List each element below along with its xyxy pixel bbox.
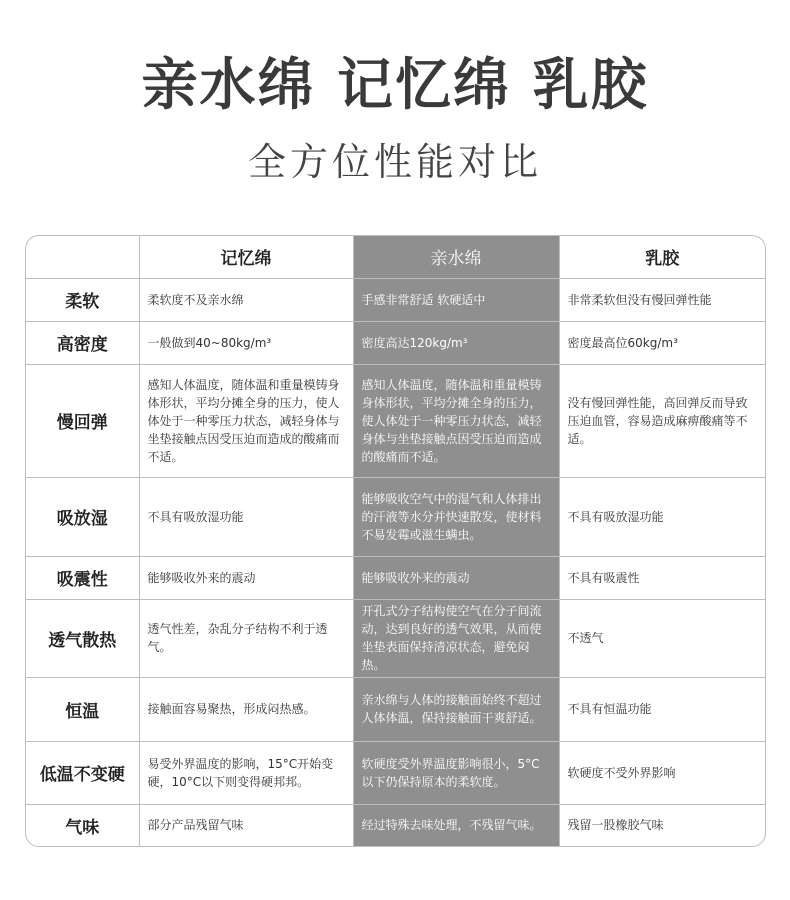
hydrophilic-foam-cell: 手感非常舒适 软硬适中 [353,278,559,321]
row-label: 柔软 [26,278,139,321]
memory-foam-cell: 柔软度不及亲水绵 [139,278,353,321]
table-header-row [26,236,765,278]
latex-cell: 残留一股橡胶气味 [559,804,765,846]
table-row [26,599,765,677]
memory-foam-cell: 透气性差，杂乱分子结构不利于透气。 [139,599,353,677]
table-row [26,278,765,321]
memory-foam-cell: 接触面容易聚热，形成闷热感。 [139,677,353,741]
memory-foam-cell: 不具有吸放湿功能 [139,477,353,556]
table-row [26,477,765,556]
row-label: 低温不变硬 [26,741,139,804]
memory-foam-cell: 易受外界温度的影响，15°C开始变硬，10°C以下则变得硬邦邦。 [139,741,353,804]
hydrophilic-foam-cell: 密度高达120kg/m³ [353,321,559,364]
latex-cell: 软硬度不受外界影响 [559,741,765,804]
row-label: 吸放湿 [26,477,139,556]
latex-cell: 不透气 [559,599,765,677]
hydrophilic-foam-cell: 能够吸收外来的震动 [353,556,559,599]
hydrophilic-foam-cell: 开孔式分子结构使空气在分子间流动，达到良好的透气效果，从而使坐垫表面保持清凉状态，避免闷热。 [353,599,559,677]
header-memory-foam: 记忆绵 [139,236,353,278]
latex-cell: 不具有恒温功能 [559,677,765,741]
latex-cell: 密度最高位60kg/m³ [559,321,765,364]
latex-cell: 非常柔软但没有慢回弹性能 [559,278,765,321]
page-title: 亲水绵 记忆绵 乳胶 [141,53,649,118]
row-label: 慢回弹 [26,364,139,477]
table-row [26,364,765,477]
table-row [26,556,765,599]
latex-cell: 不具有吸震性 [559,556,765,599]
header-latex: 乳胶 [559,236,765,278]
memory-foam-cell: 部分产品残留气味 [139,804,353,846]
table-row [26,321,765,364]
header-hydrophilic-foam: 亲水绵 [353,236,559,278]
memory-foam-cell: 感知人体温度，随体温和重量模铸身体形状，平均分摊全身的压力，使人体处于一种零压力状态，减轻身体与坐垫接触点因受压迫而造成的酸痛而不适。 [139,364,353,477]
hydrophilic-foam-cell: 感知人体温度，随体温和重量模铸身体形状，平均分摊全身的压力，使人体处于一种零压力状态，减轻身体与坐垫接触点因受压迫而造成的酸痛而不适。 [353,364,559,477]
hydrophilic-foam-cell: 经过特殊去味处理，不残留气味。 [353,804,559,846]
header-cell-empty [26,236,139,278]
page-subtitle: 全方位性能对比 [247,140,542,184]
table-row [26,741,765,804]
latex-cell: 没有慢回弹性能，高回弹反而导致压迫血管，容易造成麻痹酸痛等不适。 [559,364,765,477]
row-label: 吸震性 [26,556,139,599]
hydrophilic-foam-cell: 软硬度受外界温度影响很小，5°C以下仍保持原本的柔软度。 [353,741,559,804]
row-label: 高密度 [26,321,139,364]
row-label: 恒温 [26,677,139,741]
hydrophilic-foam-cell: 亲水绵与人体的接触面始终不超过人体体温，保持接触面干爽舒适。 [353,677,559,741]
hydrophilic-foam-cell: 能够吸收空气中的湿气和人体排出的汗液等水分并快速散发，使材料不易发霉或滋生螨虫。 [353,477,559,556]
row-label: 气味 [26,804,139,846]
memory-foam-cell: 能够吸收外来的震动 [139,556,353,599]
table-row [26,677,765,741]
row-label: 透气散热 [26,599,139,677]
memory-foam-cell: 一般做到40~80kg/m³ [139,321,353,364]
latex-cell: 不具有吸放湿功能 [559,477,765,556]
table-row [26,804,765,846]
comparison-table [25,235,766,847]
